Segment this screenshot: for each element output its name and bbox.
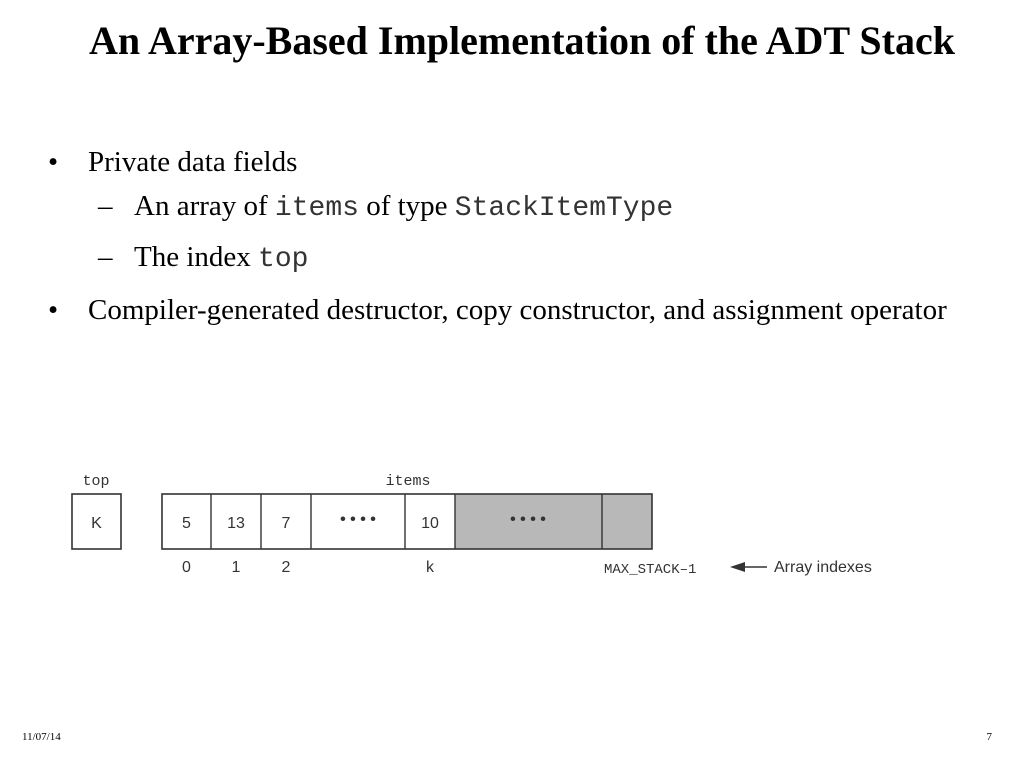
bullet-marker: •: [48, 294, 59, 326]
dash-marker: –: [98, 241, 113, 273]
code-stackitemtype: StackItemType: [454, 193, 674, 224]
bullet-compiler-generated: [40, 290, 990, 330]
code-items: items: [274, 193, 359, 224]
index-label: 0: [182, 559, 191, 576]
code-top: top: [258, 244, 309, 275]
sub-bullet-text: of type: [358, 190, 455, 222]
sub-bullet-top: [40, 233, 990, 284]
bullet-text: Private data fields: [88, 146, 298, 178]
items-label: items: [385, 473, 431, 490]
bullet-private-fields: [40, 142, 990, 182]
arrow-head-icon: [730, 562, 745, 572]
array-cell-value: 7: [281, 515, 291, 532]
array-cell-ellipsis: • • • •: [340, 511, 376, 528]
top-label: top: [82, 473, 110, 490]
index-label: 2: [281, 559, 291, 576]
index-label: 1: [231, 559, 241, 576]
array-cell-value: 13: [227, 515, 245, 532]
bullet-marker: •: [48, 146, 59, 178]
index-label: k: [426, 559, 434, 576]
stack-array-diagram: [60, 460, 900, 590]
sub-bullet-text: The index: [134, 241, 259, 273]
array-cell-last: [602, 494, 652, 549]
footer-page-number: 7: [986, 731, 992, 743]
bullet-list: [40, 142, 990, 330]
sub-bullet-items: [40, 182, 990, 233]
slide-title: An Array-Based Implementation of the ADT Stack: [89, 18, 955, 63]
index-label-max: MAX_STACK–1: [604, 562, 697, 578]
array-cell-value: 10: [421, 515, 439, 532]
bullet-text: Compiler-generated destructor, copy constructor, and assignment operator: [88, 294, 947, 326]
footer-date: 11/07/14: [22, 731, 61, 743]
top-value: K: [91, 515, 102, 532]
array-cell-ellipsis: • • • •: [510, 511, 546, 528]
array-cell-value: 5: [182, 515, 191, 532]
sub-bullet-text: An array of: [134, 190, 275, 222]
array-indexes-label: Array indexes: [774, 559, 872, 576]
dash-marker: –: [98, 190, 113, 222]
